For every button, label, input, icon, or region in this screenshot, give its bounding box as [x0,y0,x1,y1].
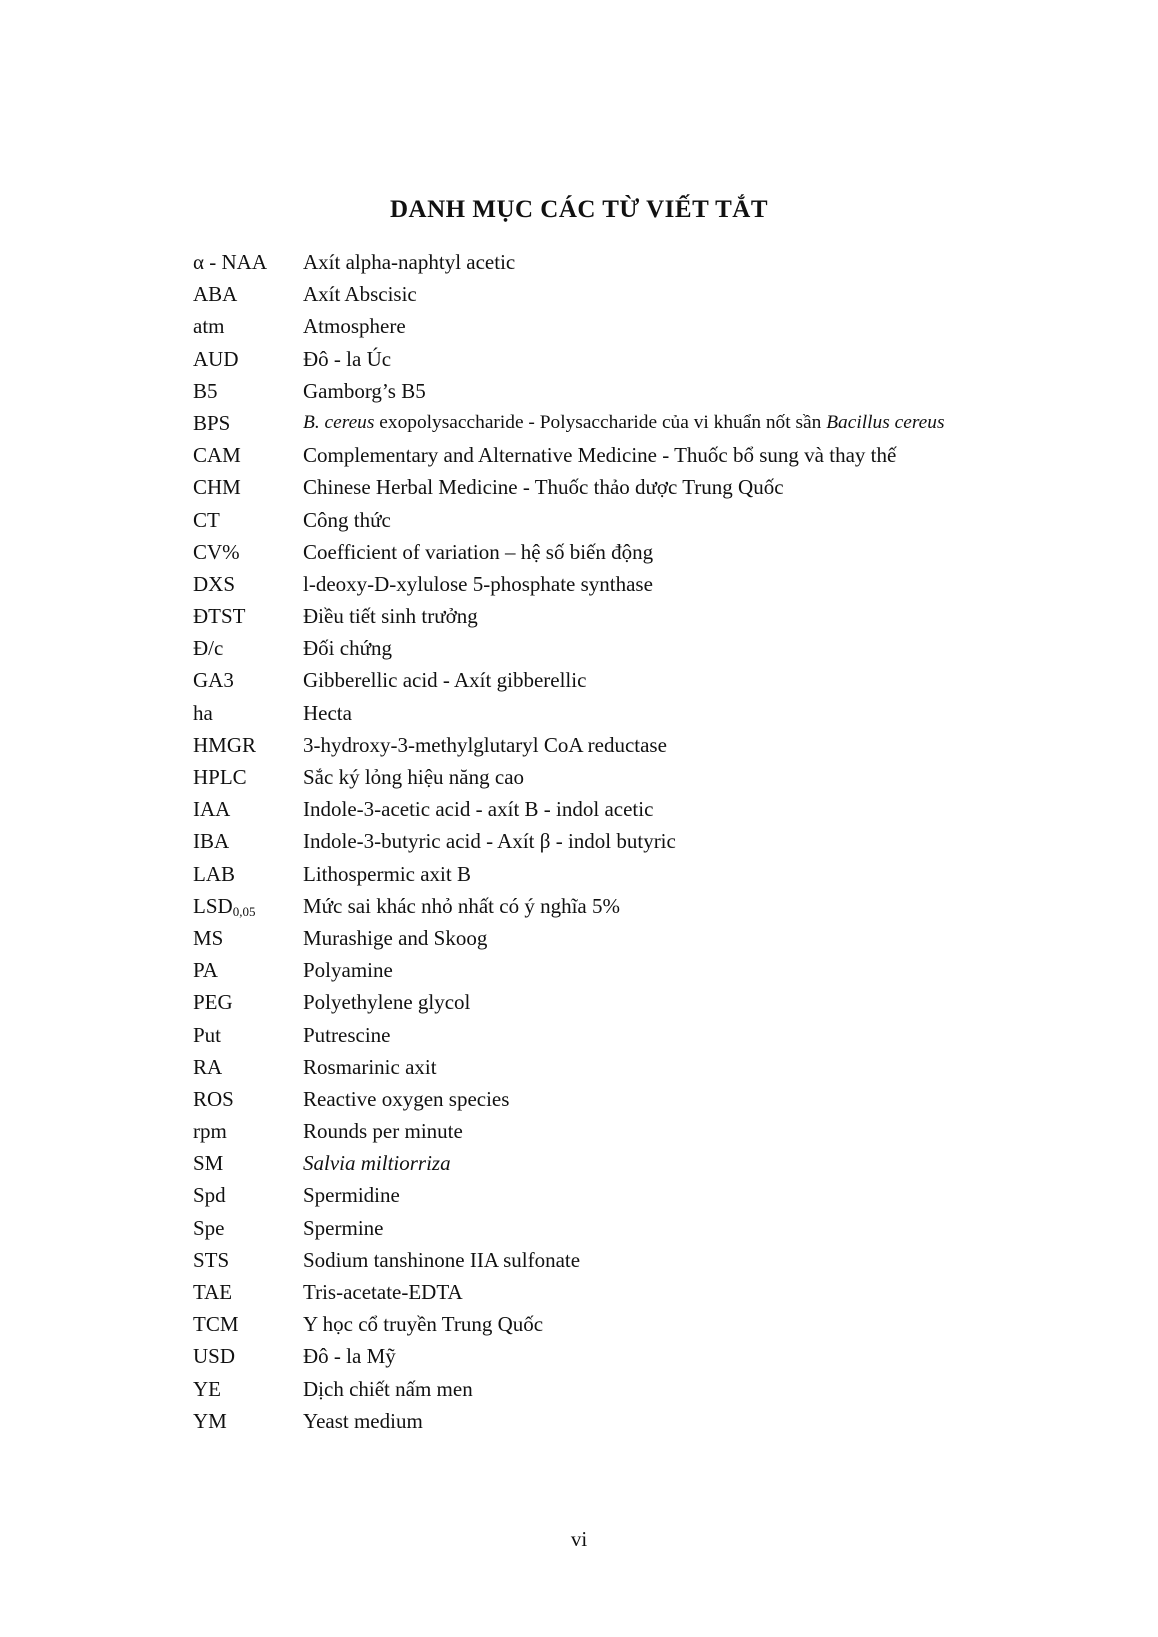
definition: Spermidine [303,1183,400,1208]
definition: Complementary and Alternative Medicine - Thuốc bổ sung và thay thế [303,443,897,468]
list-item [193,1244,1093,1276]
abbreviation: HMGR [193,732,257,757]
abbreviation: HPLC [193,765,247,789]
list-item [193,793,1093,825]
list-item [193,825,1093,857]
abbreviation: Spe [193,1215,225,1240]
list-item [193,632,1093,664]
list-item [193,1019,1093,1051]
abbreviation [193,890,303,922]
definition: Công thức [303,507,391,532]
list-item [193,310,1093,342]
definition: Rosmarinic axit [303,1054,437,1079]
definition: Đô - la Mỹ [303,1344,396,1369]
list-item [193,664,1093,696]
abbreviation: IBA [193,829,230,854]
abbreviation: BPS [193,410,231,435]
abbreviation: ROS [193,1086,234,1111]
definition: Sodium tanshinone IIA sulfonate [303,1247,581,1272]
definition: Salvia miltiorriza [303,1151,451,1176]
list-item [193,343,1093,375]
list-item [193,278,1093,310]
list-item [193,1147,1093,1179]
definition: l-deoxy-D-xylulose 5-phosphate synthase [303,571,653,596]
abbreviation: ĐTST [193,604,246,629]
abbreviation: STS [193,1247,230,1272]
definition: Đô - la Úc [303,346,392,371]
list-item [193,890,1093,922]
definition: Murashige and Skoog [303,925,488,950]
list-item [193,439,1093,471]
page-number: vi [570,1527,588,1551]
list-item [193,536,1093,568]
definition: Yeast medium [303,1408,423,1433]
abbreviation: LAB [193,861,235,886]
list-item [193,1308,1093,1340]
list-item [193,568,1093,600]
abbreviation-subscript: 0,05 [232,903,256,919]
abbreviation: SM [193,1151,224,1176]
list-item [193,1115,1093,1147]
list-item [193,1212,1093,1244]
definition [303,407,945,439]
abbreviation: USD [193,1344,236,1369]
abbreviation: α - NAA [193,250,267,274]
abbreviation: YE [193,1376,221,1401]
list-item [193,1276,1093,1308]
list-item [193,922,1093,954]
definition-italic: B. cereus [303,411,375,433]
list-item [193,471,1093,503]
definition-text: exopolysaccharide - Polysaccharide của vi khuẩn nốt sần [374,411,827,433]
abbreviation: IAA [193,797,231,822]
abbreviation: DXS [193,571,236,596]
page-title: DANH MỤC CÁC TỪ VIẾT TẮT [389,196,769,223]
abbreviation: AUD [193,346,239,371]
abbreviation: CAM [193,443,241,468]
list-item [193,600,1093,632]
definition: Putrescine [303,1022,391,1047]
abbreviation-list [193,246,1093,1437]
definition: Reactive oxygen species [303,1086,510,1111]
definition: Indole-3-acetic acid - axít B - indol acetic [303,797,654,822]
list-item [193,761,1093,793]
definition: Atmosphere [303,314,406,339]
list-item [193,504,1093,536]
abbreviation: CHM [193,475,241,500]
definition: Điều tiết sinh trưởng [303,604,478,629]
abbreviation: atm [193,314,225,339]
definition: Spermine [303,1215,384,1240]
abbreviation: TCM [193,1312,239,1337]
definition: Đối chứng [303,636,392,661]
definition: Lithospermic axit B [303,861,471,886]
list-item [193,697,1093,729]
definition: Mức sai khác nhỏ nhất có ý nghĩa 5% [303,893,620,918]
definition: Rounds per minute [303,1119,463,1144]
definition: Axít Abscisic [303,282,417,307]
definition: Axít alpha-naphtyl acetic [303,250,516,274]
abbreviation: ABA [193,282,238,307]
list-item [193,729,1093,761]
definition: Gamborg’s B5 [303,378,426,403]
list-item [193,954,1093,986]
list-item [193,1083,1093,1115]
definition: Y học cổ truyền Trung Quốc [303,1312,544,1337]
definition: Tris-acetate-EDTA [303,1280,463,1304]
abbreviation: PA [193,958,218,983]
definition: Sắc ký lỏng hiệu năng cao [303,765,525,789]
list-item [193,375,1093,407]
abbreviation: TAE [193,1280,233,1304]
list-item [193,1405,1093,1437]
abbreviation-text: LSD [193,893,233,918]
list-item [193,1340,1093,1372]
definition-italic: Bacillus cereus [826,411,945,433]
abbreviation: ha [193,700,213,725]
abbreviation: RA [193,1054,223,1079]
abbreviation: GA3 [193,668,234,693]
abbreviation: YM [193,1408,227,1433]
abbreviation: Put [193,1022,222,1047]
definition: 3-hydroxy-3-methylglutaryl CoA reductase [303,732,667,757]
abbreviation: Spd [193,1183,226,1208]
list-item [193,1179,1093,1211]
abbreviation: PEG [193,990,233,1015]
definition: Hecta [303,700,352,725]
definition: Chinese Herbal Medicine - Thuốc thảo dược Trung Quốc [303,475,784,500]
list-item [193,246,1093,278]
list-item [193,407,1093,439]
list-item [193,1373,1093,1405]
definition: Gibberellic acid - Axít gibberellic [303,668,587,693]
abbreviation: MS [193,925,224,950]
list-item [193,1051,1093,1083]
definition: Indole-3-butyric acid - Axít β - indol butyric [303,829,676,854]
definition: Coefficient of variation – hệ số biến động [303,539,654,564]
abbreviation: rpm [193,1119,227,1144]
definition: Polyethylene glycol [303,990,471,1015]
abbreviation: B5 [193,378,218,403]
abbreviation: Đ/c [193,636,224,661]
list-item [193,858,1093,890]
definition: Polyamine [303,958,393,983]
abbreviation: CT [193,507,220,532]
definition: Dịch chiết nấm men [303,1376,473,1401]
list-item [193,986,1093,1018]
abbreviation: CV% [193,539,240,564]
